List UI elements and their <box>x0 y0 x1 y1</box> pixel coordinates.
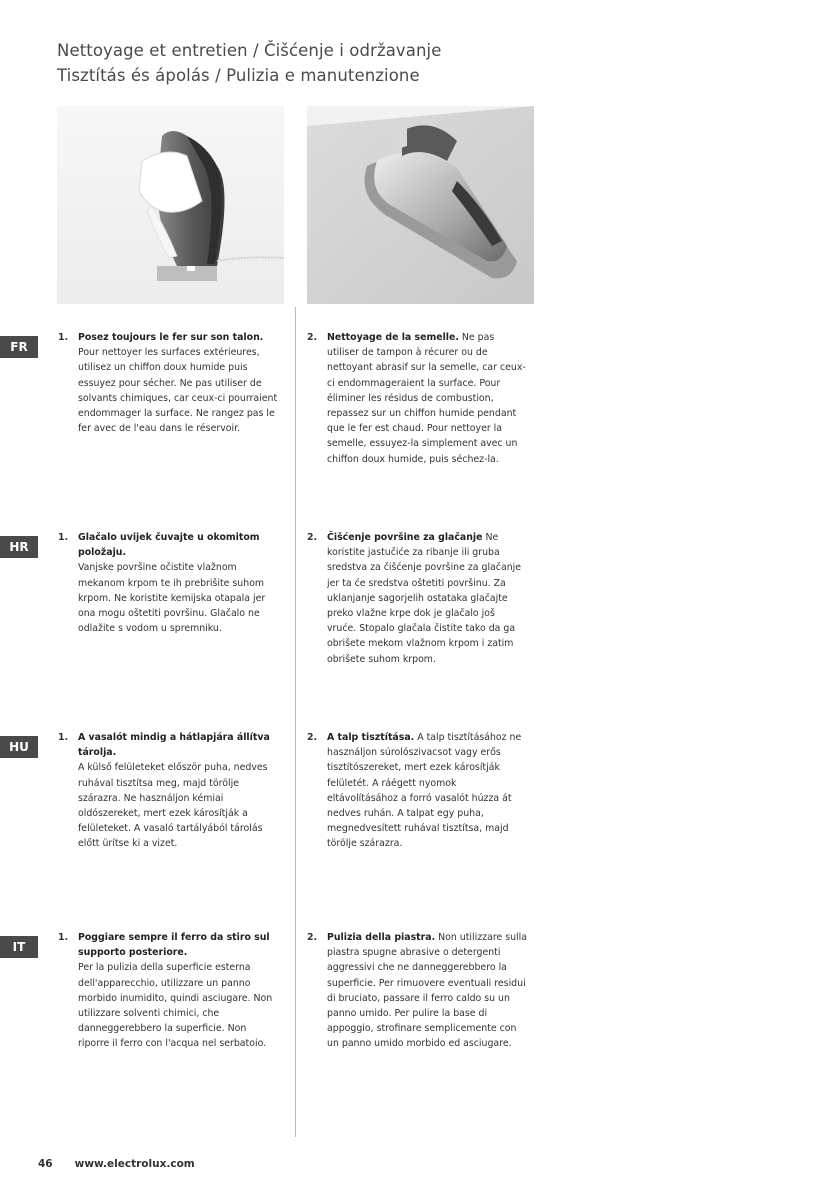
step-title: A vasalót mindig a hátlapjára állítva tárolja. <box>78 732 270 759</box>
step-number: 2. <box>307 732 318 743</box>
step-title: A talp tisztítása. <box>327 732 415 743</box>
step-title: Poggiare sempre il ferro da stiro sul supporto posteriore. <box>78 932 270 959</box>
step-text: Vanjske površine očistite vlažnom mekanom krpom te ih prebrišite suhom krpom. Ne koristite kemijska otapala jer ona mogu oštetiti površinu. Glačalo ne odlažite s vodom u spremniku. <box>78 562 266 635</box>
lang-badge-hu: HU <box>0 736 38 758</box>
step-title: Nettoyage de la semelle. <box>327 332 459 343</box>
step-text: Per la pulizia della superficie esterna dell'apparecchio, utilizzare un panno morbido inumidito, quindi asciugare. Non utilizzare solventi chimici, che danneggerebbero la superficie. Non riporre il ferro con l'acqua nel serbatoio. <box>78 962 273 1050</box>
page-title-line-2: Tisztítás és ápolás / Pulizia e manutenzione <box>57 66 420 85</box>
lang-badge-it: IT <box>0 936 38 958</box>
step-text: Non utilizzare sulla piastra spugne abrasive o detergenti aggressivi che ne danneggerebbero la superficie. Per rimuovere eventuali residui di bruciato, passare il ferro caldo su un panno umido. Per pulire la base di appoggio, strofinare semplicemente con un panno umido morbido ed asciugare. <box>327 932 528 1050</box>
step-number: 1. <box>58 732 69 743</box>
step-number: 1. <box>58 332 69 343</box>
photo-iron-soleplate <box>307 106 534 304</box>
it-step-2 <box>307 930 527 1052</box>
step-title: Posez toujours le fer sur son talon. <box>78 332 264 343</box>
page-header <box>57 38 577 88</box>
hu-step-1 <box>58 730 278 852</box>
step-number: 2. <box>307 532 318 543</box>
step-text: Ne pas utiliser de tampon à récurer ou de nettoyant abrasif sur la semelle, car ceux-ci endommageraient la surface. Pour éliminer les résidus de combustion, repassez sur un chiffon humide pendant que le fer est chaud. Pour nettoyer la semelle, essuyez-la simplement avec un chiffon doux humide, puis séchez-la. <box>327 332 526 465</box>
fr-step-1 <box>58 330 278 436</box>
step-title: Čišćenje površine za glačanje <box>327 532 483 543</box>
step-text: Pour nettoyer les surfaces extérieures, utilisez un chiffon doux humide puis essuyez pour sécher. Ne pas utiliser de solvants chimiques, car ceux-ci pourraient endommager la surface. Ne rangez pas le fer avec de l'eau dans le réservoir. <box>78 347 278 435</box>
hu-step-2 <box>307 730 527 852</box>
lang-badge-hr: HR <box>0 536 38 558</box>
step-text: Ne koristite jastučiće za ribanje ili gruba sredstva za čišćenje površine za glačanje jer ta će sredstva oštetiti površinu. Za uklanjanje sagorjelih ostataka glačajte preko vlažne krpe dok je glačalo još vruće. Stopalo glačala čistite tako da ga obrišete mekom vlažnom krpom i zatim obrišete suhom krpom. <box>327 532 522 665</box>
step-title: Pulizia della piastra. <box>327 932 436 943</box>
step-title: Glačalo uvijek čuvajte u okomitom položaju. <box>78 532 260 559</box>
step-text: A talp tisztításához ne használjon súrolószivacsot vagy erős tisztítószereket, mert ezek károsítják felületét. A ráégett nyomok eltávolításához a forró vasalót húzza át nedves ruhán. A talpat egy puha, megnedvesített ruhával tisztítsa, majd törölje szárazra. <box>327 732 522 850</box>
step-text: A külső felületeket először puha, nedves ruhával tisztítsa meg, majd törölje szárazra. Ne használjon kémiai oldószereket, mert ezek károsítják a felületeket. A vasaló tartályából tárolás előtt ürítse ki a vizet. <box>78 762 268 850</box>
fr-step-2 <box>307 330 527 467</box>
page-footer <box>38 1158 195 1170</box>
step-number: 2. <box>307 332 318 343</box>
hr-step-2 <box>307 530 527 667</box>
step-number: 1. <box>58 532 69 543</box>
it-step-1 <box>58 930 278 1052</box>
website-link[interactable]: www.electrolux.com <box>74 1158 195 1170</box>
photo-iron-wiping <box>57 106 284 304</box>
column-divider <box>295 307 296 1137</box>
step-number: 1. <box>58 932 69 943</box>
hr-step-1 <box>58 530 278 636</box>
page-number: 46 <box>38 1158 53 1170</box>
lang-badge-fr: FR <box>0 336 38 358</box>
step-number: 2. <box>307 932 318 943</box>
page-title-line-1: Nettoyage et entretien / Čišćenje i održavanje <box>57 41 442 60</box>
